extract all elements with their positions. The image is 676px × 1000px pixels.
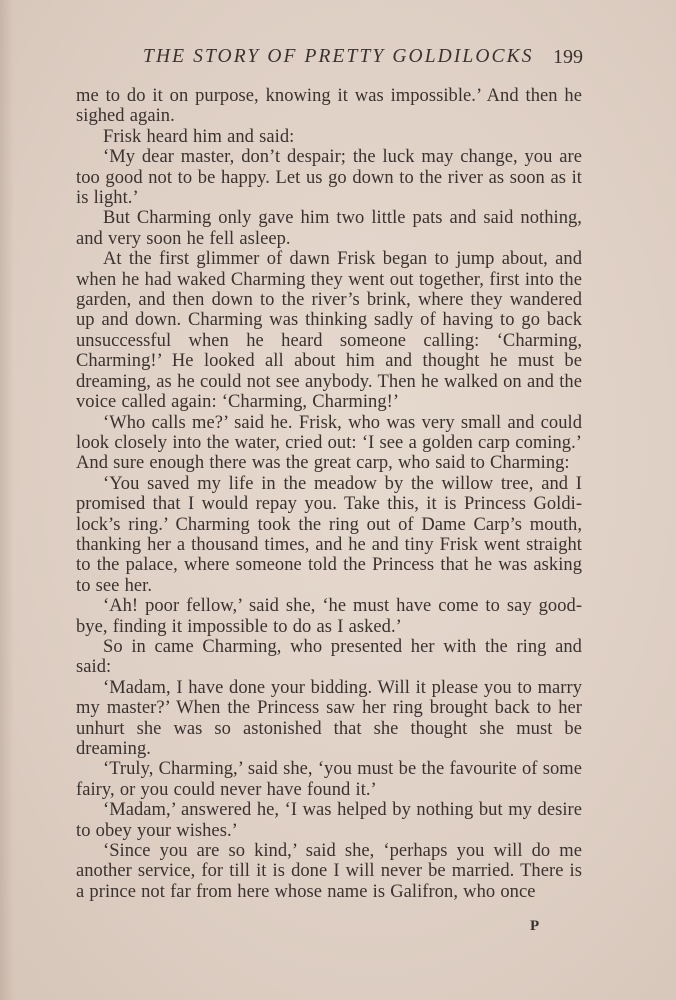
paragraph: ‘Since you are so kind,’ said she, ‘perhaps you will do me another service, for till it is done I will never be married. There is a prince not far from here whose name is Galifron, who once xyxy=(76,841,582,902)
paragraph: ‘You saved my life in the meadow by the willow tree, and I promised that I would repay you. Take this, it is Princess Goldilock’s ring.’ Charming took the ring out of Dame Carp’s mouth, thanking her a thousand times, and he and tiny Frisk went straight to the palace, where someone told the Princess that he was asking to see her. xyxy=(76,473,582,596)
paragraph: ‘My dear master, don’t despair; the luck may change, you are too good not to be happy. Let us go down to the river as soon as it is light.’ xyxy=(76,147,582,209)
paragraph: ‘Madam,’ answered he, ‘I was helped by nothing but my desire to obey your wishes.’ xyxy=(76,800,582,841)
spine-shadow xyxy=(0,0,14,1000)
body-text xyxy=(76,86,582,902)
paragraph: ‘Who calls me?’ said he. Frisk, who was very small and could look closely into the water, cried out: ‘I see a golden carp coming.’ And sure enough there was the great carp, who said to Charming: xyxy=(76,412,582,474)
paragraph: Frisk heard him and said: xyxy=(103,126,295,147)
signature-mark: P xyxy=(530,918,540,934)
paragraph: ‘Ah! poor fellow,’ said she, ‘he must have come to say goodbye, finding it impossible to do as I asked.’ xyxy=(76,596,582,637)
paragraph: me to do it on purpose, knowing it was impossible.’ And then he sighed again. xyxy=(76,86,582,127)
page-header xyxy=(143,46,583,72)
paragraph: So in came Charming, who presented her with the ring and said: xyxy=(76,636,582,678)
paragraph: But Charming only gave him two little pats and said nothing, and very soon he fell asleep. xyxy=(76,208,582,249)
page-number: 199 xyxy=(553,46,583,68)
paragraph: ‘Truly, Charming,’ said she, ‘you must be the favourite of some fairy, or you could never have found it.’ xyxy=(76,759,582,800)
running-title: THE STORY OF PRETTY GOLDILOCKS xyxy=(143,46,534,67)
paragraph: At the first glimmer of dawn Frisk began to jump about, and when he had waked Charming they went out together, first into the garden, and then down to the river’s brink, where they wandered up and down. Charming was thinking sadly of having to go back unsuccessful when he heard someone calling: ‘Charming, Charming!’ He looked all about him and thought he must be dreaming, as he could not see anybody. Then he walked on and the voice called again: ‘Charming, Charming!’ xyxy=(76,249,582,413)
paragraph: ‘Madam, I have done your bidding. Will it please you to marry my master?’ When the Princess saw her ring brought back to her unhurt she was so astonished that she thought she must be dreaming. xyxy=(76,677,582,759)
